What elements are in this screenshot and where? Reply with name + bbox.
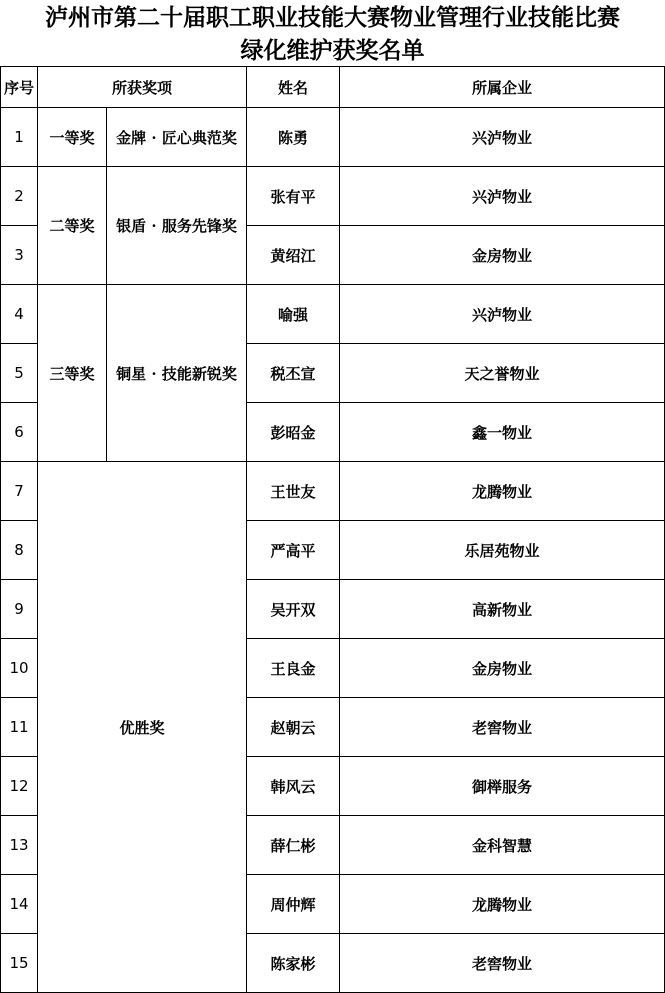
- award-level-third: 三等奖: [38, 285, 107, 462]
- winner-name: 彭昭金: [247, 403, 340, 462]
- document-title-line-1: 泸州市第二十届职工职业技能大赛物业管理行业技能比赛: [45, 4, 620, 31]
- header-award: 所获奖项: [38, 67, 247, 108]
- award-title-first: 金牌 · 匠心典范奖: [107, 108, 247, 167]
- winner-company: 天之誉物业: [340, 344, 665, 403]
- winner-company: 金房物业: [340, 639, 665, 698]
- winner-name: 周仲辉: [247, 875, 340, 934]
- table-row: [1, 108, 665, 167]
- winner-name: 吴开双: [247, 580, 340, 639]
- winner-name: 喻强: [247, 285, 340, 344]
- winner-name: 赵朝云: [247, 698, 340, 757]
- winner-name: 税丕宣: [247, 344, 340, 403]
- winner-name: 黄绍江: [247, 226, 340, 285]
- row-index: 8: [1, 521, 38, 580]
- header-company: 所属企业: [340, 67, 665, 108]
- row-index: 5: [1, 344, 38, 403]
- header-name: 姓名: [247, 67, 340, 108]
- row-index: 4: [1, 285, 38, 344]
- winner-company: 鑫一物业: [340, 403, 665, 462]
- award-level-second: 二等奖: [38, 167, 107, 285]
- winner-company: 兴泸物业: [340, 285, 665, 344]
- winner-company: 高新物业: [340, 580, 665, 639]
- award-title-third: 铜星 · 技能新锐奖: [107, 285, 247, 462]
- winner-company: 乐居苑物业: [340, 521, 665, 580]
- document-title-line-2: 绿化维护获奖名单: [240, 37, 425, 64]
- winner-company: 金科智慧: [340, 816, 665, 875]
- table-header-row: [1, 67, 665, 108]
- award-level-first: 一等奖: [38, 108, 107, 167]
- row-index: 2: [1, 167, 38, 226]
- winner-name: 严高平: [247, 521, 340, 580]
- table-row: [1, 462, 665, 521]
- winner-name: 陈家彬: [247, 934, 340, 993]
- row-index: 1: [1, 108, 38, 167]
- winner-company: 龙腾物业: [340, 462, 665, 521]
- winner-name: 韩风云: [247, 757, 340, 816]
- row-index: 3: [1, 226, 38, 285]
- row-index: 15: [1, 934, 38, 993]
- winner-company: 金房物业: [340, 226, 665, 285]
- row-index: 11: [1, 698, 38, 757]
- award-winners-table: [0, 66, 665, 993]
- winner-company: 兴泸物业: [340, 167, 665, 226]
- row-index: 7: [1, 462, 38, 521]
- row-index: 6: [1, 403, 38, 462]
- row-index: 10: [1, 639, 38, 698]
- winner-name: 张有平: [247, 167, 340, 226]
- winner-name: 王世友: [247, 462, 340, 521]
- row-index: 9: [1, 580, 38, 639]
- winner-name: 陈勇: [247, 108, 340, 167]
- header-index: 序号: [1, 67, 38, 108]
- winner-company: 御榉服务: [340, 757, 665, 816]
- row-index: 12: [1, 757, 38, 816]
- table-row: [1, 167, 665, 226]
- winner-company: 龙腾物业: [340, 875, 665, 934]
- winner-company: 兴泸物业: [340, 108, 665, 167]
- winner-company: 老窖物业: [340, 934, 665, 993]
- row-index: 14: [1, 875, 38, 934]
- winner-company: 老窖物业: [340, 698, 665, 757]
- winner-name: 薛仁彬: [247, 816, 340, 875]
- row-index: 13: [1, 816, 38, 875]
- winner-name: 王良金: [247, 639, 340, 698]
- award-title-second: 银盾 · 服务先锋奖: [107, 167, 247, 285]
- award-level-excellence: 优胜奖: [38, 462, 247, 993]
- table-row: [1, 285, 665, 344]
